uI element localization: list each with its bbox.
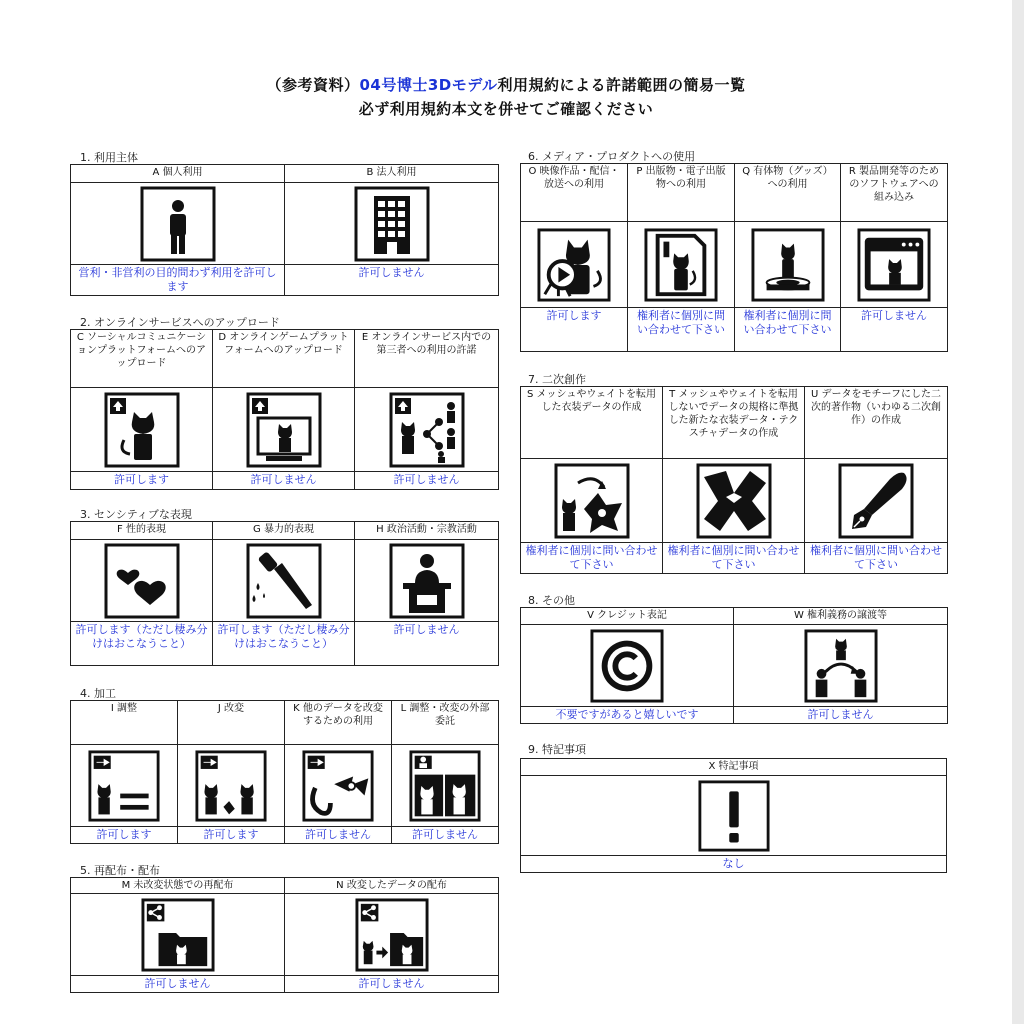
result-l: 許可しません [392, 827, 499, 844]
section-1-table [70, 164, 499, 296]
section-7-table [520, 386, 948, 574]
section-6-table [520, 163, 948, 352]
costume-transfer-icon [554, 463, 630, 539]
result-j: 許可します [178, 827, 285, 844]
icon-cell-a [71, 183, 285, 265]
page-title [0, 74, 1012, 95]
modify-icon [195, 750, 267, 822]
icon-cell-k [285, 745, 392, 827]
result-d: 許可しません [213, 472, 355, 490]
icon-cell-q [735, 222, 841, 308]
person-icon [140, 186, 216, 262]
icon-cell-i [71, 745, 178, 827]
result-p: 権利者に個別に問い合わせて下さい [628, 308, 735, 352]
publication-icon [644, 228, 718, 302]
section-3-label: 3. センシティブな表現 [80, 508, 192, 521]
share-third-party-icon [389, 392, 465, 468]
icon-cell-m [71, 894, 285, 976]
icon-cell-v [521, 625, 734, 707]
header-m: M 未改変状態での再配布 [71, 878, 285, 894]
result-i: 許可します [71, 827, 178, 844]
header-j: J 改変 [178, 701, 285, 745]
section-5-label: 5. 再配布・配布 [80, 864, 160, 877]
exclamation-icon [698, 780, 770, 852]
icon-cell-g [213, 540, 355, 622]
podium-icon [389, 543, 465, 619]
result-r: 許可しません [841, 308, 948, 352]
icon-cell-x [521, 776, 947, 856]
result-o: 許可します [521, 308, 628, 352]
section-8-table [520, 607, 948, 724]
result-s: 権利者に個別に問い合わせて下さい [521, 543, 663, 574]
result-a: 営利・非営利の目的問わず利用を許可します [71, 265, 285, 296]
result-w: 許可しません [734, 707, 948, 724]
section-8-label: 8. その他 [528, 594, 575, 607]
result-u: 権利者に個別に問い合わせて下さい [805, 543, 948, 574]
result-k: 許可しません [285, 827, 392, 844]
result-b: 許可しません [285, 265, 499, 296]
header-d: D オンラインゲームプラットフォームへのアップロード [213, 330, 355, 388]
icon-cell-d [213, 388, 355, 472]
title-suffix: 利用規約による許諾範囲の簡易一覧 [497, 76, 746, 94]
result-x: なし [521, 856, 947, 873]
icon-cell-w [734, 625, 948, 707]
scrollbar[interactable] [1012, 0, 1024, 1024]
result-e: 許可しません [355, 472, 499, 490]
icon-cell-p [628, 222, 735, 308]
header-i: I 調整 [71, 701, 178, 745]
icon-cell-e [355, 388, 499, 472]
header-q: Q 有体物（グッズ）への利用 [735, 164, 841, 222]
result-h: 許可しません [355, 622, 499, 666]
icon-cell-o [521, 222, 628, 308]
header-n: N 改変したデータの配布 [285, 878, 499, 894]
header-k: K 他のデータを改変するための利用 [285, 701, 392, 745]
icon-cell-f [71, 540, 213, 622]
icon-cell-u [805, 459, 948, 543]
title-model-name: 04号博士3Dモデル [359, 76, 498, 94]
section-6-label: 6. メディア・プロダクトへの使用 [528, 150, 696, 163]
upload-game-icon [246, 392, 322, 468]
page-subtitle: 必ず利用規約本文を併せてご確認ください [358, 100, 654, 118]
result-t: 権利者に個別に問い合わせて下さい [663, 543, 805, 574]
upload-cat-icon [104, 392, 180, 468]
result-v: 不要ですがあると嬉しいです [521, 707, 734, 724]
distribute-modified-icon [355, 898, 429, 972]
copyright-icon [590, 629, 664, 703]
header-x: X 特記事項 [521, 759, 947, 776]
result-q: 権利者に個別に問い合わせて下さい [735, 308, 841, 352]
header-l: L 調整・改変の外部委託 [392, 701, 499, 745]
result-m: 許可しません [71, 976, 285, 993]
header-f: F 性的表現 [71, 522, 213, 540]
icon-cell-c [71, 388, 213, 472]
header-w: W 権利義務の譲渡等 [734, 608, 948, 625]
section-9-table [520, 758, 947, 873]
rights-transfer-icon [804, 629, 878, 703]
title-prefix: （参考資料） [266, 76, 360, 94]
section-4-label: 4. 加工 [80, 687, 116, 700]
result-f: 許可します（ただし棲み分けはおこなうこと） [71, 622, 213, 666]
costume-new-icon [696, 463, 772, 539]
outsource-icon [409, 750, 481, 822]
header-o: O 映像作品・配信・放送への利用 [521, 164, 628, 222]
header-a: A 個人利用 [71, 165, 285, 183]
header-r: R 製品開発等のためのソフトウェアへの組み込み [841, 164, 948, 222]
header-b: B 法人利用 [285, 165, 499, 183]
icon-cell-t [663, 459, 805, 543]
section-1-label: 1. 利用主体 [80, 151, 138, 164]
modify-other-data-icon [302, 750, 374, 822]
icon-cell-r [841, 222, 948, 308]
result-c: 許可します [71, 472, 213, 490]
header-e: E オンラインサービス内での第三者への利用の許諾 [355, 330, 499, 388]
header-u: U データをモチーフにした二次的著作物（いわゆる二次創作）の作成 [805, 387, 948, 459]
header-p: P 出版物・電子出版物への利用 [628, 164, 735, 222]
section-5-table [70, 877, 499, 993]
icon-cell-l [392, 745, 499, 827]
pen-nib-icon [838, 463, 914, 539]
section-7-label: 7. 二次創作 [528, 373, 586, 386]
icon-cell-h [355, 540, 499, 622]
hearts-icon [104, 543, 180, 619]
result-n: 許可しません [285, 976, 499, 993]
section-2-label: 2. オンラインサービスへのアップロード [80, 316, 280, 329]
icon-cell-s [521, 459, 663, 543]
knife-icon [246, 543, 322, 619]
icon-cell-n [285, 894, 499, 976]
header-v: V クレジット表記 [521, 608, 734, 625]
video-icon [537, 228, 611, 302]
header-s: S メッシュやウェイトを転用した衣装データの作成 [521, 387, 663, 459]
header-t: T メッシュやウェイトを転用しないでデータの規格に準拠した新たな衣装データ・テクスチャデータの作成 [663, 387, 805, 459]
adjust-icon [88, 750, 160, 822]
office-building-icon [354, 186, 430, 262]
result-g: 許可します（ただし棲み分けはおこなうこと） [213, 622, 355, 666]
redistribute-folder-icon [141, 898, 215, 972]
section-9-label: 9. 特記事項 [528, 743, 586, 756]
header-g: G 暴力的表現 [213, 522, 355, 540]
section-2-table [70, 329, 499, 490]
figure-goods-icon [751, 228, 825, 302]
section-3-table [70, 521, 499, 666]
software-window-icon [857, 228, 931, 302]
header-h: H 政治活動・宗教活動 [355, 522, 499, 540]
icon-cell-j [178, 745, 285, 827]
header-c: C ソーシャルコミュニケーションプラットフォームへのアップロード [71, 330, 213, 388]
icon-cell-b [285, 183, 499, 265]
section-4-table [70, 700, 499, 844]
